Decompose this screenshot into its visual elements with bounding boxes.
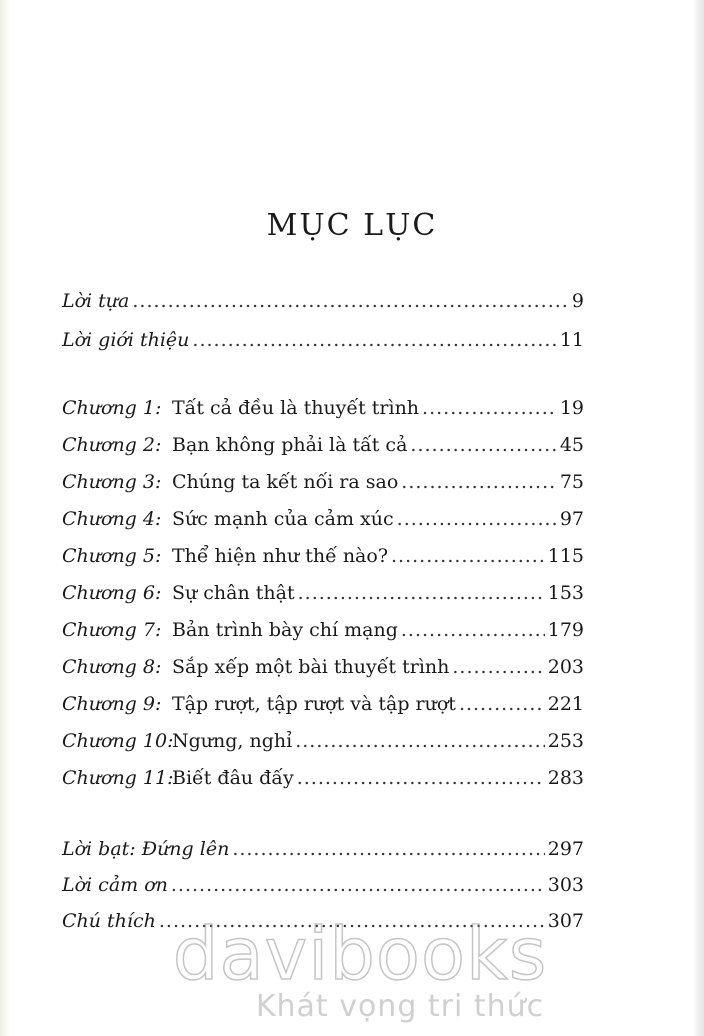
toc-entry-chapter-6	[62, 582, 584, 610]
chapter-title: Sức mạnh của cảm xúc	[172, 508, 394, 530]
chapter-title: Sự chân thật	[172, 582, 295, 604]
chapter-title: Sắp xếp một bài thuyết trình	[172, 656, 450, 678]
dot-leader	[132, 290, 569, 312]
chapter-number: Chương 9:	[62, 693, 162, 715]
toc-entry-page: 97	[559, 508, 584, 530]
chapter-number: Chương 8:	[62, 656, 162, 678]
dot-leader	[422, 397, 557, 419]
dot-leader	[295, 730, 545, 752]
page-edge-left	[0, 0, 10, 1036]
dot-leader	[410, 434, 556, 456]
toc-entry-page: 203	[547, 656, 584, 678]
dot-leader	[298, 582, 545, 604]
toc-entry-label: Lời giới thiệu	[62, 329, 190, 351]
toc-entry-chapter-5	[62, 545, 584, 573]
toc-entry-page: 179	[547, 619, 584, 641]
toc-entry-page: 297	[547, 838, 584, 860]
chapter-number: Chương 3:	[62, 471, 162, 493]
toc-entry-label: Lời bạt: Đứng lên	[62, 838, 230, 860]
toc-entry-chapter-4	[62, 508, 584, 536]
chapter-title: Thể hiện như thế nào?	[172, 545, 389, 567]
dot-leader	[401, 619, 545, 641]
toc-entry-chapter-1	[62, 397, 584, 425]
toc-entry-page: 11	[559, 329, 584, 351]
toc-entry-chapter-11	[62, 767, 584, 795]
toc-entry-page: 283	[547, 767, 584, 789]
toc-entry-chapter-2	[62, 434, 584, 462]
toc-entry-label: Lời tựa	[62, 290, 130, 312]
toc-entry-label: Lời cảm ơn	[62, 874, 168, 896]
dot-leader	[401, 471, 557, 493]
chapter-title: Ngưng, nghỉ	[172, 730, 293, 752]
toc-entry-page: 221	[547, 693, 584, 715]
toc-entry-page: 253	[547, 730, 584, 752]
chapter-number: Chương 2:	[62, 434, 162, 456]
dot-leader	[192, 329, 556, 351]
chapter-number: Chương 6:	[62, 582, 162, 604]
chapter-title: Biết đâu đấy	[172, 767, 294, 789]
chapter-title: Tất cả đều là thuyết trình	[172, 397, 420, 419]
toc-entry-afterword	[62, 838, 584, 866]
toc-entry-page: 45	[559, 434, 584, 456]
toc-entry-page: 307	[547, 910, 584, 932]
chapter-number: Chương 7:	[62, 619, 162, 641]
dot-leader	[297, 767, 545, 789]
toc-entry-chapter-7	[62, 619, 584, 647]
watermark-logo: davibooks	[172, 912, 548, 996]
toc-entry-page: 19	[559, 397, 584, 419]
toc-entry-acknowledgements	[62, 874, 584, 902]
chapter-title: Tập rượt, tập rượt và tập rượt	[172, 693, 456, 715]
chapter-title: Chúng ta kết nối ra sao	[172, 471, 399, 493]
chapter-number: Chương 5:	[62, 545, 162, 567]
chapter-number: Chương 1:	[62, 397, 162, 419]
toc-entry-chapter-10	[62, 730, 584, 758]
page-title: MỤC LỤC	[266, 208, 438, 244]
toc-entry-page: 75	[559, 471, 584, 493]
chapter-title: Bản trình bày chí mạng	[172, 619, 398, 641]
toc-entry-page: 9	[571, 290, 584, 312]
dot-leader	[397, 508, 557, 530]
watermark-tagline: Khát vọng tri thức	[255, 989, 545, 1024]
toc-entry-preface	[62, 290, 584, 318]
toc-entry-introduction	[62, 329, 584, 357]
toc-entry-page: 303	[547, 874, 584, 896]
toc-entry-chapter-8	[62, 656, 584, 684]
toc-entry-page: 153	[547, 582, 584, 604]
dot-leader	[459, 693, 545, 715]
toc-entry-chapter-9	[62, 693, 584, 721]
chapter-title: Bạn không phải là tất cả	[172, 434, 408, 456]
toc-entry-label: Chú thích	[62, 910, 156, 932]
dot-leader	[232, 838, 544, 860]
dot-leader	[171, 874, 545, 896]
dot-leader	[391, 545, 545, 567]
page-edge-right	[692, 0, 704, 1036]
toc-entry-page: 115	[547, 545, 584, 567]
dot-leader	[452, 656, 544, 678]
chapter-number: Chương 4:	[62, 508, 162, 530]
chapter-number: Chương 11:	[62, 767, 174, 789]
chapter-number: Chương 10:	[62, 730, 174, 752]
toc-entry-chapter-3	[62, 471, 584, 499]
